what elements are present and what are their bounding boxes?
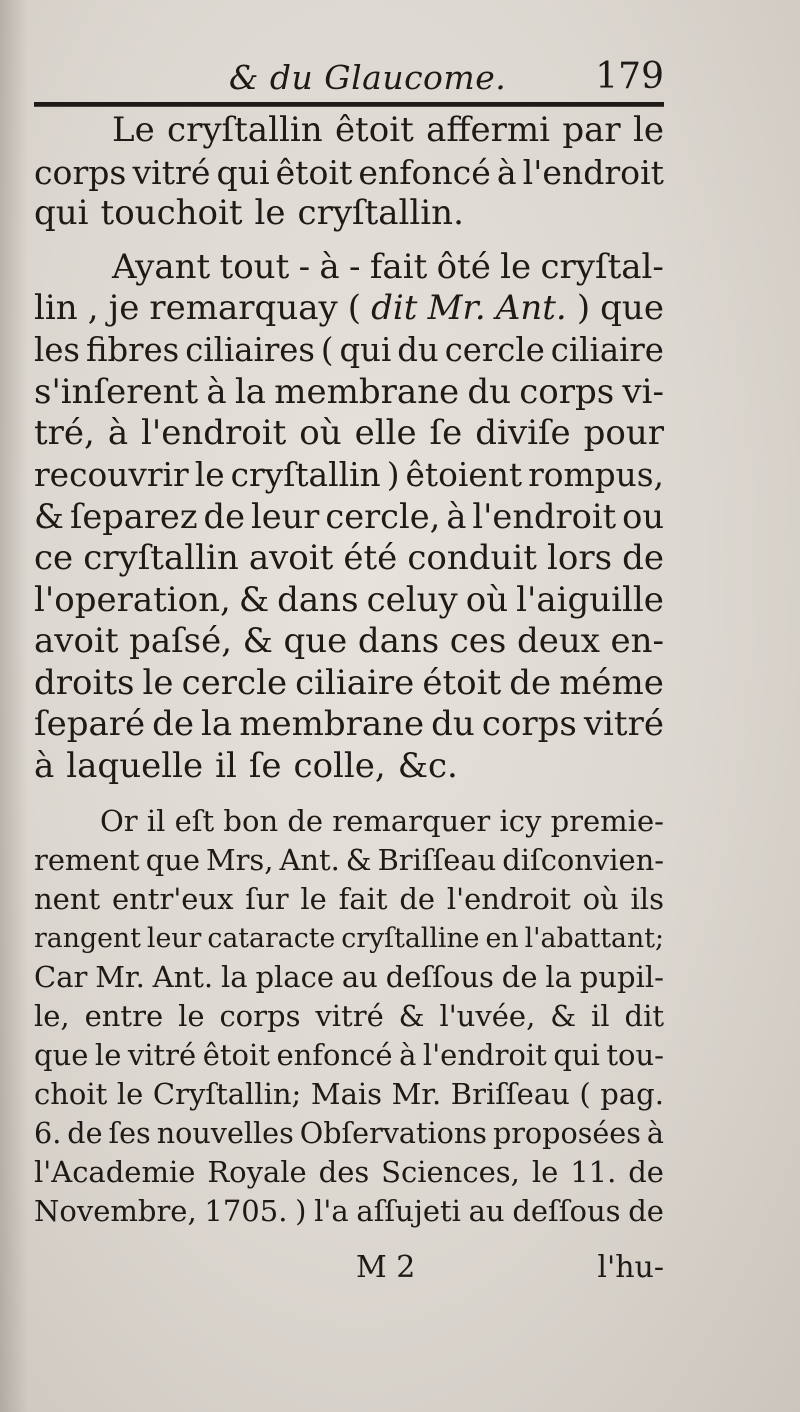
text-line: nent entr'eux ſur le fait de l'endroit où ils [34, 881, 664, 916]
text-line: le, entre le corps vitré & l'uvée, & il dit [34, 998, 664, 1033]
text-line: droits le cercle ciliaire étoit de méme [34, 662, 664, 703]
text-line: les fibres ciliaires ( qui du cercle ciliaire [34, 330, 664, 369]
page-footer [34, 1250, 664, 1290]
text-line: Ayant tout - à - fait ôté le cryſtal- [112, 246, 664, 287]
text-line: l'Academie Royale des Sciences, le 11. de [34, 1155, 664, 1190]
text-line: choit le Cryſtallin; Mais Mr. Briſſeau ( pag. [34, 1077, 664, 1112]
binding-shadow [0, 0, 28, 1412]
signature-mark: M 2 [356, 1250, 416, 1285]
catchword: l'hu- [597, 1250, 664, 1285]
text-line: que le vitré êtoit enfoncé à l'endroit qui tou- [34, 1038, 664, 1073]
text-line: Car Mr. Ant. la place au deſſous de la pupil- [34, 959, 664, 994]
text-line: qui touchoit le cryſtallin. [34, 193, 464, 234]
text-line: 6. de ſes nouvelles Obſervations proposées à [34, 1116, 664, 1151]
page-number: 179 [595, 56, 664, 97]
text-line: rement que Mrs, Ant. & Briſſeau diſconvien- [34, 842, 664, 877]
body-text [34, 110, 664, 1232]
paragraph-3 [34, 802, 664, 1232]
text-line: Or il eſt bon de remarquer icy premie- [100, 803, 664, 838]
text-line: recouvrir le cryſtallin ) êtoient rompus, [34, 455, 664, 494]
text-line: tré, à l'endroit où elle ſe diviſe pour [34, 413, 664, 454]
page-header [34, 50, 664, 100]
text-line: à laquelle il ſe colle, &c. [34, 745, 458, 786]
text-line: Le cryſtallin êtoit affermi par le [112, 110, 664, 150]
text-line: rangent leur cataracte cryſtalline en l'abattant; [34, 922, 664, 954]
text-line: ce cryſtallin avoit été conduit lors de [34, 537, 664, 578]
text-line: Novembre, 1705. ) l'a aſſujeti au deſſous de [34, 1194, 664, 1229]
text-line: avoit paſsé, & que dans ces deux en- [34, 621, 664, 662]
paragraph-1 [34, 110, 664, 235]
header-rule [34, 102, 664, 107]
text-line: corps vitré qui êtoit enfoncé à l'endroit [34, 152, 664, 192]
text-line: s'inſerent à la membrane du corps vi- [34, 371, 664, 412]
running-title: & du Glaucome. [229, 58, 507, 97]
text-line: l'operation, & dans celuy où l'aiguille [34, 579, 664, 620]
text-line: ſeparé de la membrane du corps vitré [34, 704, 664, 745]
paragraph-2 [34, 247, 664, 788]
text-line: lin , je remarquay ( dit Mr. Ant. ) que [34, 288, 664, 329]
text-line: & ſeparez de leur cercle, à l'endroit ou [34, 497, 664, 537]
